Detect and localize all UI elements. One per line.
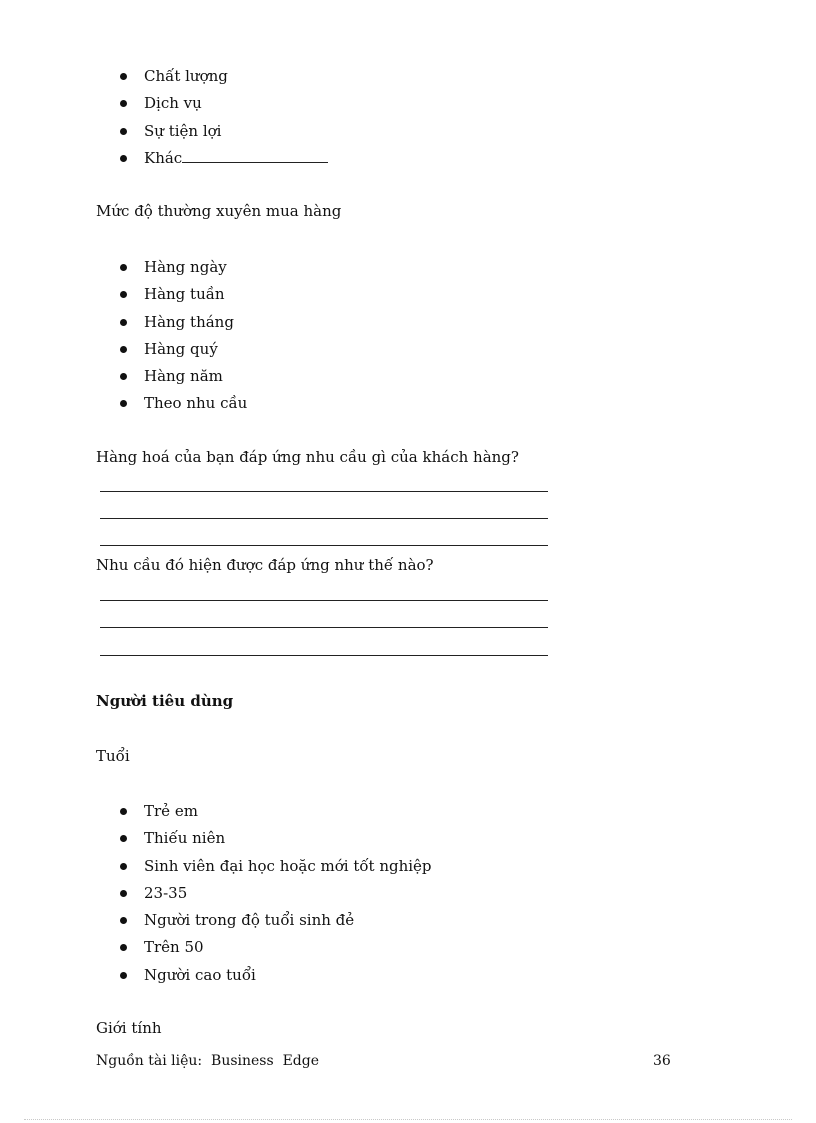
age-heading: Tuổi <box>96 747 130 765</box>
answer-line <box>100 518 548 519</box>
answer-line <box>100 545 548 546</box>
list-item: Chất lượng <box>118 65 328 92</box>
question-current-fulfilment: Nhu cầu đó hiện được đáp ứng như thế nào? <box>96 556 434 574</box>
question-needs: Hàng hoá của bạn đáp ứng nhu cầu gì của khách hàng? <box>96 448 519 466</box>
list-item: Theo nhu cầu <box>118 392 247 419</box>
list-item: Hàng tuần <box>118 283 247 310</box>
list-item: Sinh viên đại học hoặc mới tốt nghiệp <box>118 855 432 882</box>
page-edge-divider <box>24 1119 792 1120</box>
answer-line <box>100 491 548 492</box>
list-item: Người trong độ tuổi sinh đẻ <box>118 909 432 936</box>
list-item: Trẻ em <box>118 800 432 827</box>
answer-line <box>100 600 548 601</box>
frequency-list <box>118 256 247 420</box>
list-item: Hàng tháng <box>118 311 247 338</box>
list-item: Hàng ngày <box>118 256 247 283</box>
list-item: Hàng quý <box>118 338 247 365</box>
age-list <box>118 800 432 991</box>
answer-line <box>100 655 548 656</box>
list-item: Sự tiện lợi <box>118 120 328 147</box>
list-item: Dịch vụ <box>118 92 328 119</box>
list-item: Người cao tuổi <box>118 964 432 991</box>
list-item: Khác <box>118 147 328 174</box>
footer-source: Nguồn tài liệu: Business Edge <box>96 1053 320 1069</box>
list-item: Hàng năm <box>118 365 247 392</box>
answer-line <box>100 627 548 628</box>
list-item: Trên 50 <box>118 936 432 963</box>
frequency-heading: Mức độ thường xuyên mua hàng <box>96 202 342 220</box>
gender-heading: Giới tính <box>96 1019 162 1037</box>
other-blank-line <box>182 148 328 163</box>
page-number: 36 <box>653 1053 671 1069</box>
section-title: Người tiêu dùng <box>96 692 234 710</box>
reasons-list <box>118 65 328 174</box>
list-item: 23-35 <box>118 882 432 909</box>
list-item: Thiếu niên <box>118 827 432 854</box>
